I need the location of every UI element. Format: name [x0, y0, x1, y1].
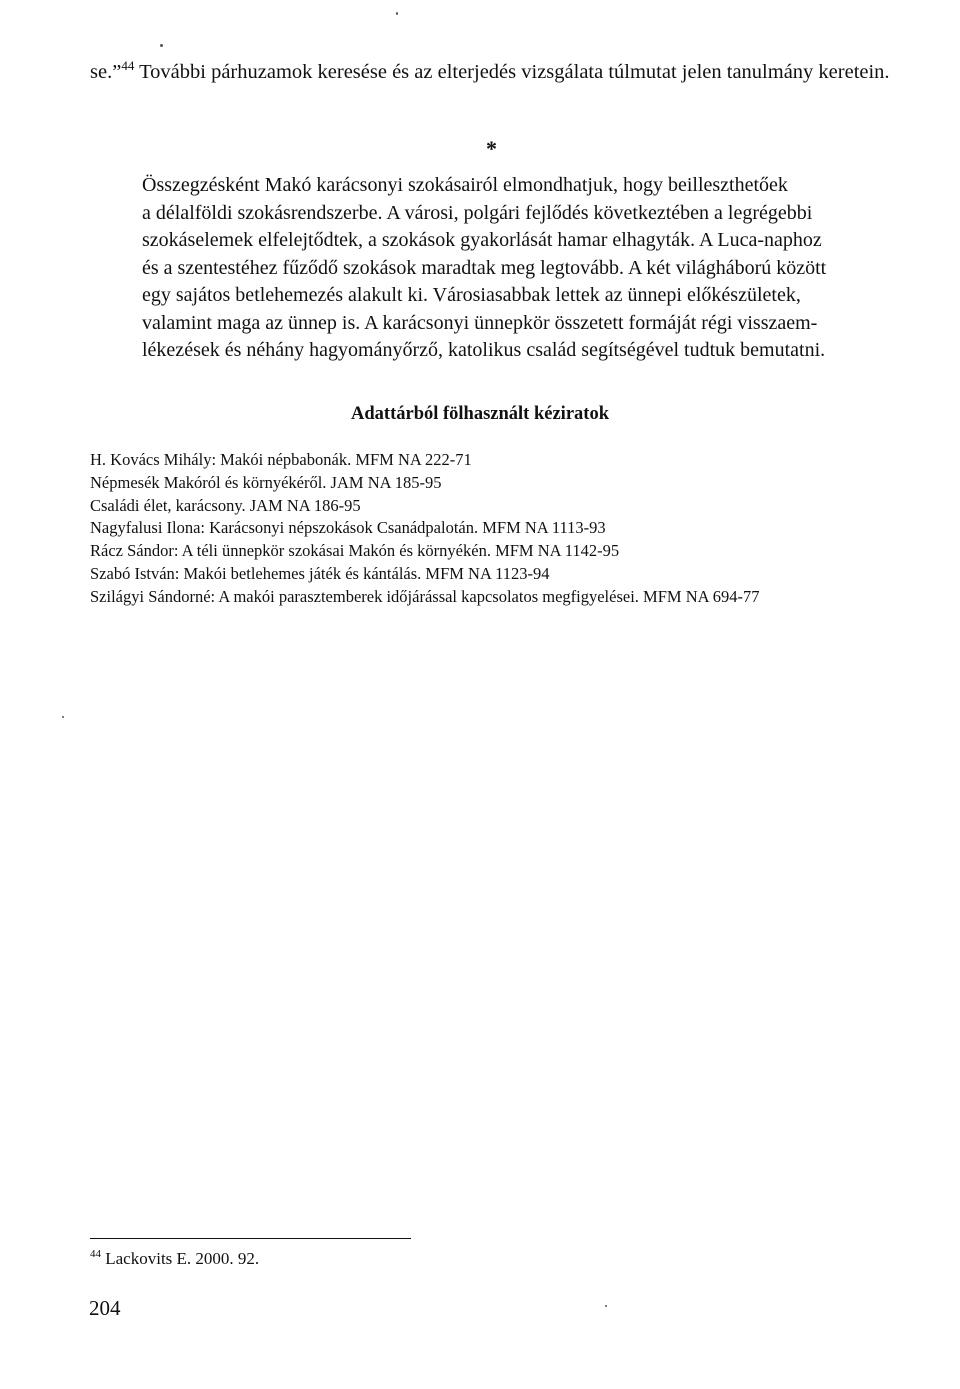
summary-line: egy sajátos betlehemezés alakult ki. Városiasabbak lettek az ünnepi előkészületek, [142, 284, 801, 306]
paragraph-text: További párhuzamok keresése és az elterjedés vizsgálata túlmutat jelen tanulmány keretein. [134, 61, 890, 83]
sources-heading: Adattárból fölhasznált kéziratok [351, 404, 609, 424]
summary-paragraph [90, 172, 902, 365]
summary-line: Összegzésként Makó karácsonyi szokásairól elmondhatjuk, hogy beilleszthetőek [142, 174, 788, 196]
page-number: 204 [89, 1296, 121, 1320]
scan-speck [396, 12, 398, 15]
scan-speck [62, 716, 64, 718]
footnote-reference[interactable]: 44 [121, 58, 135, 73]
summary-line: valamint maga az ünnep is. A karácsonyi ünnepkör összetett formáját régi visszaem- [142, 311, 818, 334]
source-item: Népmesék Makóról és környékéről. JAM NA 185-95 [90, 472, 442, 492]
summary-line: szokáselemek elfelejtődtek, a szokások gyakorlását hamar elhagyták. A Luca-naphoz [142, 229, 822, 251]
source-item: H. Kovács Mihály: Makói népbabonák. MFM NA 222-71 [90, 450, 472, 469]
footnote-text: Lackovits E. 2000. 92. [101, 1249, 260, 1268]
source-item: Nagyfalusi Ilona: Karácsonyi népszokások Csanádpalotán. MFM NA 1113-93 [90, 518, 606, 538]
section-separator: * [486, 136, 497, 161]
footnote-divider [90, 1238, 411, 1239]
paragraph-start: se.” [90, 61, 122, 83]
summary-line: a délalföldi szokásrendszerbe. A városi, polgári fejlődés következtében a legrégebbi [142, 201, 813, 224]
source-item: Szilágyi Sándorné: A makói parasztemberek időjárással kapcsolatos megfigyelései. MFM NA 694-77 [90, 586, 760, 606]
sources-list [90, 449, 910, 609]
footnote [90, 1248, 259, 1270]
source-item: Szabó István: Makói betlehemes játék és kántálás. MFM NA 1123-94 [90, 563, 550, 583]
summary-line: és a szentestéhez fűződő szokások maradtak meg legtovább. A két világháború között [142, 256, 827, 279]
paragraph-continuation [90, 58, 902, 86]
source-item: Rácz Sándor: A téli ünnepkör szokásai Makón és környékén. MFM NA 1142-95 [90, 541, 620, 561]
footnote-number: 44 [90, 1248, 101, 1260]
scan-speck [605, 1305, 607, 1307]
summary-line: lékezések és néhány hagyományőrző, katolikus család segítségével tudtuk bemutatni. [142, 339, 826, 361]
scan-speck [160, 44, 163, 47]
source-item: Családi élet, karácsony. JAM NA 186-95 [90, 495, 361, 515]
